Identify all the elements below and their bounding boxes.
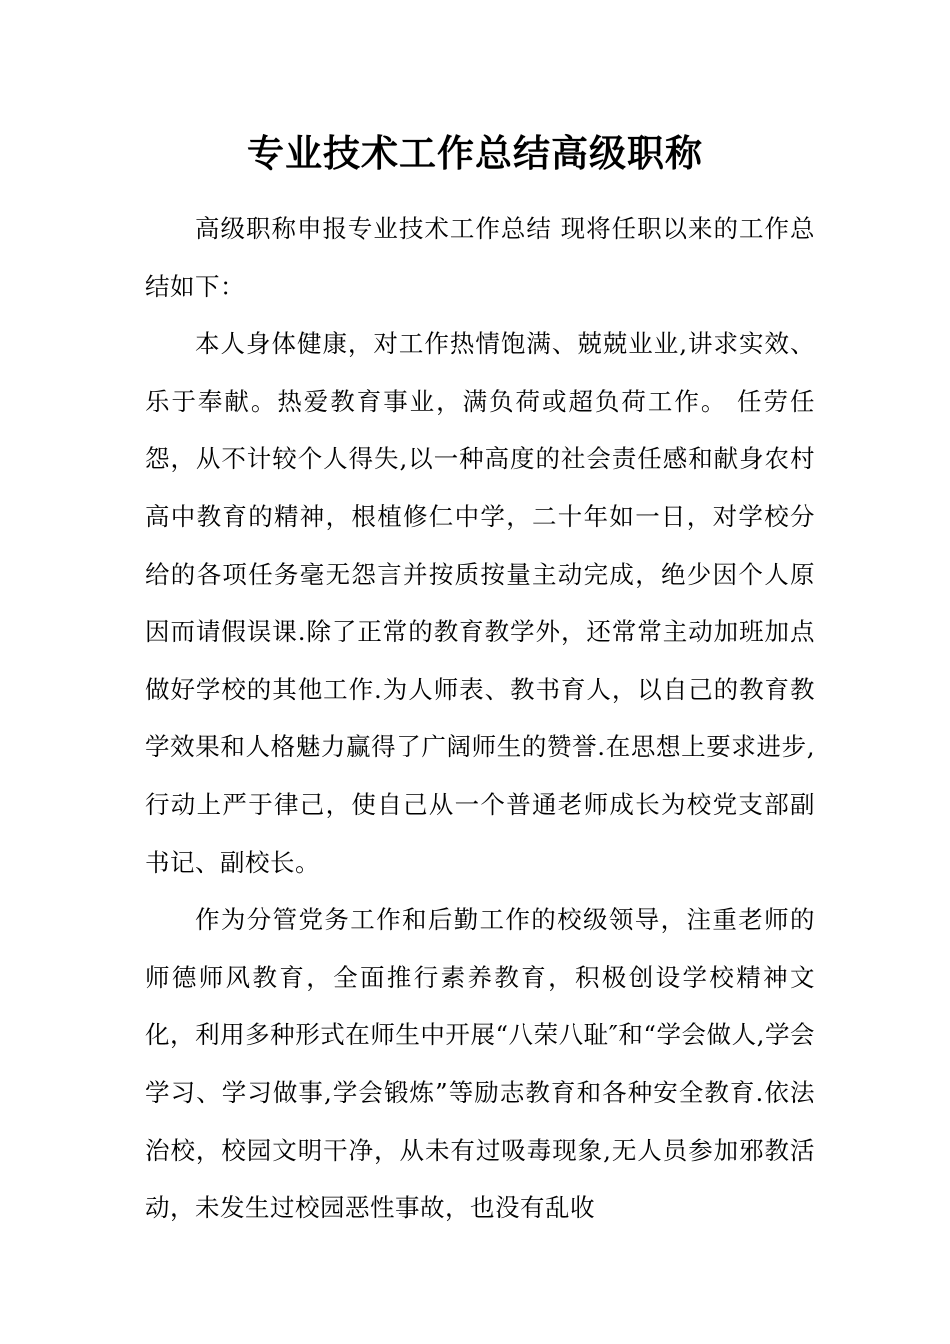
document-body [145, 200, 815, 1237]
paragraph-personal-qualities: 本人身体健康，对工作热情饱满、兢兢业业,讲求实效、乐于奉献。热爱教育事业，满负荷或超负荷工作。 任劳任怨，从不计较个人得失,以一种高度的社会责任感和献身农村高中教育的精神，根植修仁中学，二十年如一日，对学校分给的各项任务毫无怨言并按质按量主动完成，绝少因个人原因而请假误课.除了正常的教育教学外，还常常主动加班加点做好学校的其他工作.为人师表、教书育人，以自己的教育教学效果和人格魅力赢得了广阔师生的赞誉.在思想上要求进步,行动上严于律己，使自己从一个普通老师成长为校党支部副书记、副校长。 [145, 329, 815, 877]
document-title: 专业技术工作总结高级职称 [247, 131, 703, 175]
paragraph-intro: 高级职称申报专业技术工作总结 现将任职以来的工作总结如下： [145, 214, 815, 301]
paragraph-leadership-work: 作为分管党务工作和后勤工作的校级领导，注重老师的师德师风教育，全面推行素养教育，积极创设学校精神文化，利用多种形式在师生中开展“八荣八耻″和“学会做人,学会学习、学习做事,学会锻炼”等励志教育和各种安全教育.依法治校，校园文明干净，从未有过吸毒现象,无人员参加邪教活动，未发生过校园恶性事故，也没有乱收 [145, 905, 815, 1223]
